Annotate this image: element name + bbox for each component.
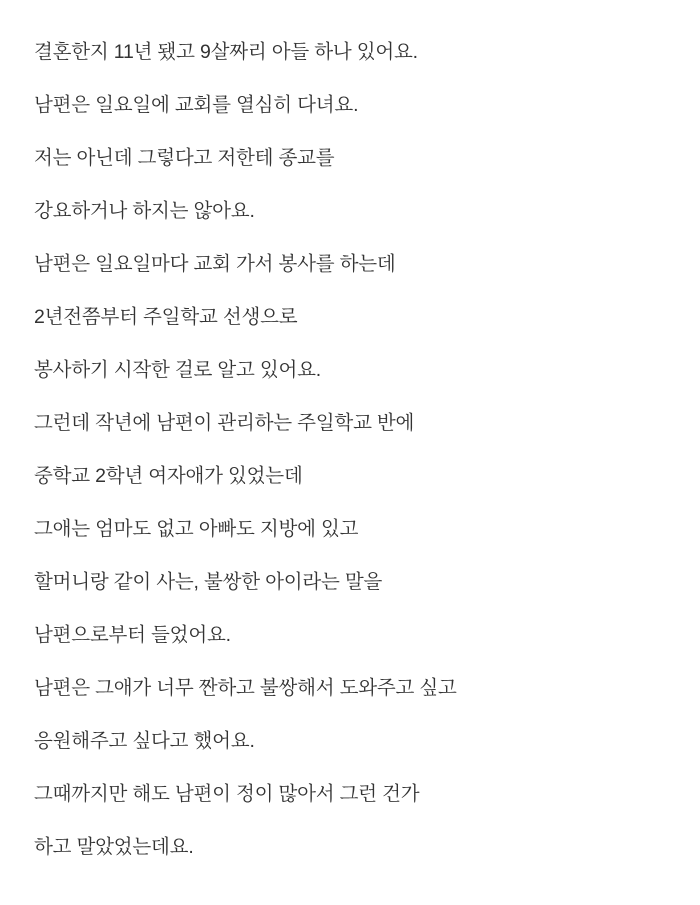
text-line: 중학교 2학년 여자애가 있었는데 bbox=[34, 465, 303, 487]
text-line: 하고 말았었는데요. bbox=[34, 836, 194, 858]
text-line: 결혼한지 11년 됐고 9살짜리 아들 하나 있어요. bbox=[34, 41, 418, 63]
text-line: 할머니랑 같이 사는, 불쌍한 아이라는 말을 bbox=[34, 571, 383, 593]
text-line: 남편은 일요일에 교회를 열심히 다녀요. bbox=[34, 94, 359, 116]
text-line: 봉사하기 시작한 걸로 알고 있어요. bbox=[34, 359, 322, 381]
text-line: 남편으로부터 들었어요. bbox=[34, 624, 231, 646]
bottom-spacer bbox=[0, 891, 700, 905]
text-line: 그런데 작년에 남편이 관리하는 주일학교 반에 bbox=[34, 412, 415, 434]
text-line: 강요하거나 하지는 않아요. bbox=[34, 200, 255, 222]
text-line: 응원해주고 싶다고 했어요. bbox=[34, 730, 255, 752]
text-line: 남편은 그애가 너무 짠하고 불쌍해서 도와주고 싶고 bbox=[34, 677, 457, 699]
text-line: 그애는 엄마도 없고 아빠도 지방에 있고 bbox=[34, 518, 359, 540]
text-line: 저는 아닌데 그렇다고 저한테 종교를 bbox=[34, 147, 335, 169]
text-line: 2년전쯤부터 주일학교 선생으로 bbox=[34, 306, 298, 328]
text-line: 남편은 일요일마다 교회 가서 봉사를 하는데 bbox=[34, 253, 396, 275]
post-body-text bbox=[34, 26, 666, 874]
text-line: 그때까지만 해도 남편이 정이 많아서 그런 건가 bbox=[34, 783, 420, 805]
